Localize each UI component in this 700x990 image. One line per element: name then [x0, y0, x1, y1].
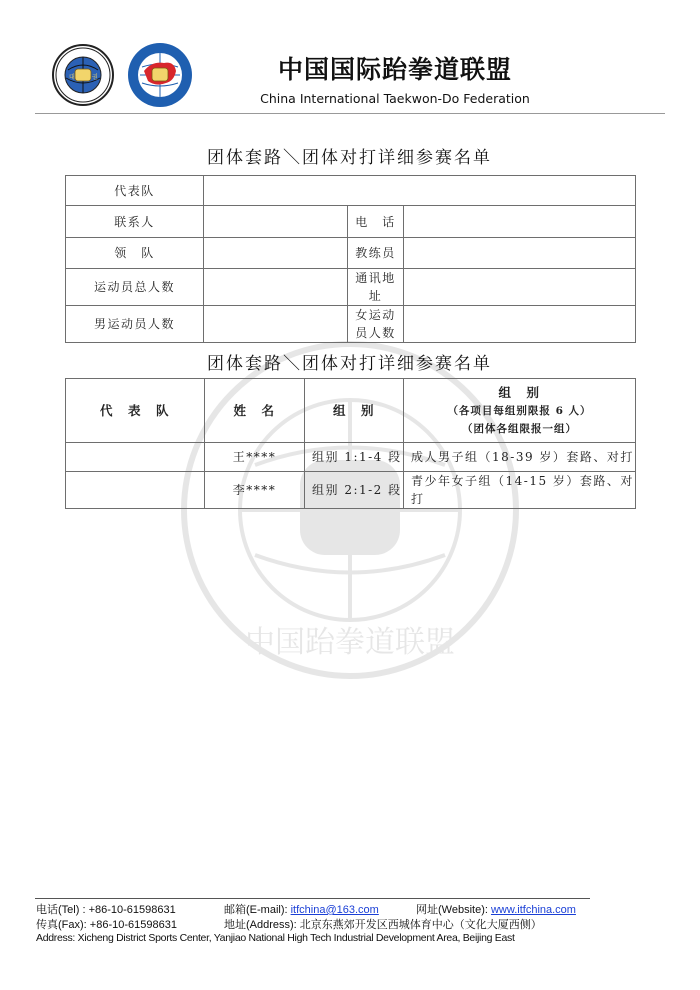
cell-category[interactable]: 青少年女子组（14-15 岁）套路、对打	[404, 472, 636, 509]
header-name: 姓 名	[205, 379, 305, 443]
form2-title: 团体套路＼团体对打详细参赛名单	[207, 354, 492, 374]
china-itf-globe-fist-logo	[128, 43, 192, 107]
field-team-leader[interactable]	[204, 238, 348, 269]
team-info-table	[65, 175, 636, 343]
cell-name[interactable]: 李****	[205, 472, 305, 509]
website-link[interactable]: www.itfchina.com	[490, 904, 576, 916]
field-phone[interactable]	[404, 206, 636, 238]
svg-text:中国跆拳道联盟: 中国跆拳道联盟	[245, 625, 455, 660]
fax-label: 传真(Fax):	[36, 919, 90, 931]
label-team-leader: 领 队	[66, 238, 204, 269]
form1-title: 团体套路＼团体对打详细参赛名单	[207, 148, 492, 168]
label-mailing-address: 通讯地址	[348, 269, 404, 306]
field-mailing-address[interactable]	[404, 269, 636, 306]
address-cn-value: 北京东燕郊开发区西城体育中心（文化大厦西侧）	[299, 919, 542, 931]
email-label: 邮箱(E-mail):	[224, 904, 291, 916]
cell-group[interactable]: 组别 1:1-4 段	[305, 443, 404, 472]
email-link[interactable]: itfchina@163.com	[290, 904, 379, 916]
header-category-label: 组 别	[498, 384, 541, 400]
footer-fax	[36, 916, 177, 932]
header-category	[404, 379, 636, 443]
footer-address-cn	[224, 916, 542, 932]
address-label: 地址(Address):	[224, 919, 300, 931]
field-total-athletes[interactable]	[204, 269, 348, 306]
field-team[interactable]	[204, 176, 636, 206]
svg-text:대: 대	[69, 74, 75, 81]
field-contact[interactable]	[204, 206, 348, 238]
cell-category[interactable]: 成人男子组（18-39 岁）套路、对打	[404, 443, 636, 472]
label-male-athletes: 男运动员人数	[66, 306, 204, 343]
label-coach: 教练员	[348, 238, 404, 269]
cell-team[interactable]	[66, 443, 205, 472]
field-female-athletes[interactable]	[404, 306, 636, 343]
footer-divider	[35, 898, 590, 899]
svg-text:권: 권	[92, 74, 98, 81]
label-female-athletes: 女运动员人数	[348, 306, 404, 343]
tel-value: +86-10-61598631	[88, 904, 176, 916]
header-category-note2: （团体各组限报一组）	[462, 422, 577, 435]
field-coach[interactable]	[404, 238, 636, 269]
footer-tel	[36, 901, 176, 917]
footer-website	[416, 901, 576, 917]
footer-address-en: Address: Xicheng District Sports Center, Yanjiao National High Tech Industrial Development Area, Beijing East	[36, 932, 515, 944]
website-label: 网址(Website):	[416, 904, 491, 916]
header-category-note1: （各项目每组别限报 6 人）	[447, 404, 592, 417]
header-group: 组 别	[305, 379, 404, 443]
label-phone: 电 话	[348, 206, 404, 238]
cell-name[interactable]: 王****	[205, 443, 305, 472]
label-total-athletes: 运动员总人数	[66, 269, 204, 306]
footer-email	[224, 901, 379, 917]
table-row	[66, 472, 636, 509]
cell-group[interactable]: 组别 2:1-2 段	[305, 472, 404, 509]
header-divider	[35, 113, 665, 114]
athlete-roster-table	[65, 378, 636, 509]
header-team: 代 表 队	[66, 379, 205, 443]
label-contact: 联系人	[66, 206, 204, 238]
tel-label: 电话(Tel) :	[36, 904, 89, 916]
org-name-chinese: 中国国际跆拳道联盟	[277, 55, 512, 84]
cell-team[interactable]	[66, 472, 205, 509]
org-name-english: China International Taekwon-Do Federation	[260, 91, 530, 106]
table-row	[66, 443, 636, 472]
field-male-athletes[interactable]	[204, 306, 348, 343]
itf-emblem-logo	[52, 44, 114, 106]
label-team: 代表队	[66, 176, 204, 206]
fax-value: +86-10-61598631	[89, 919, 177, 931]
